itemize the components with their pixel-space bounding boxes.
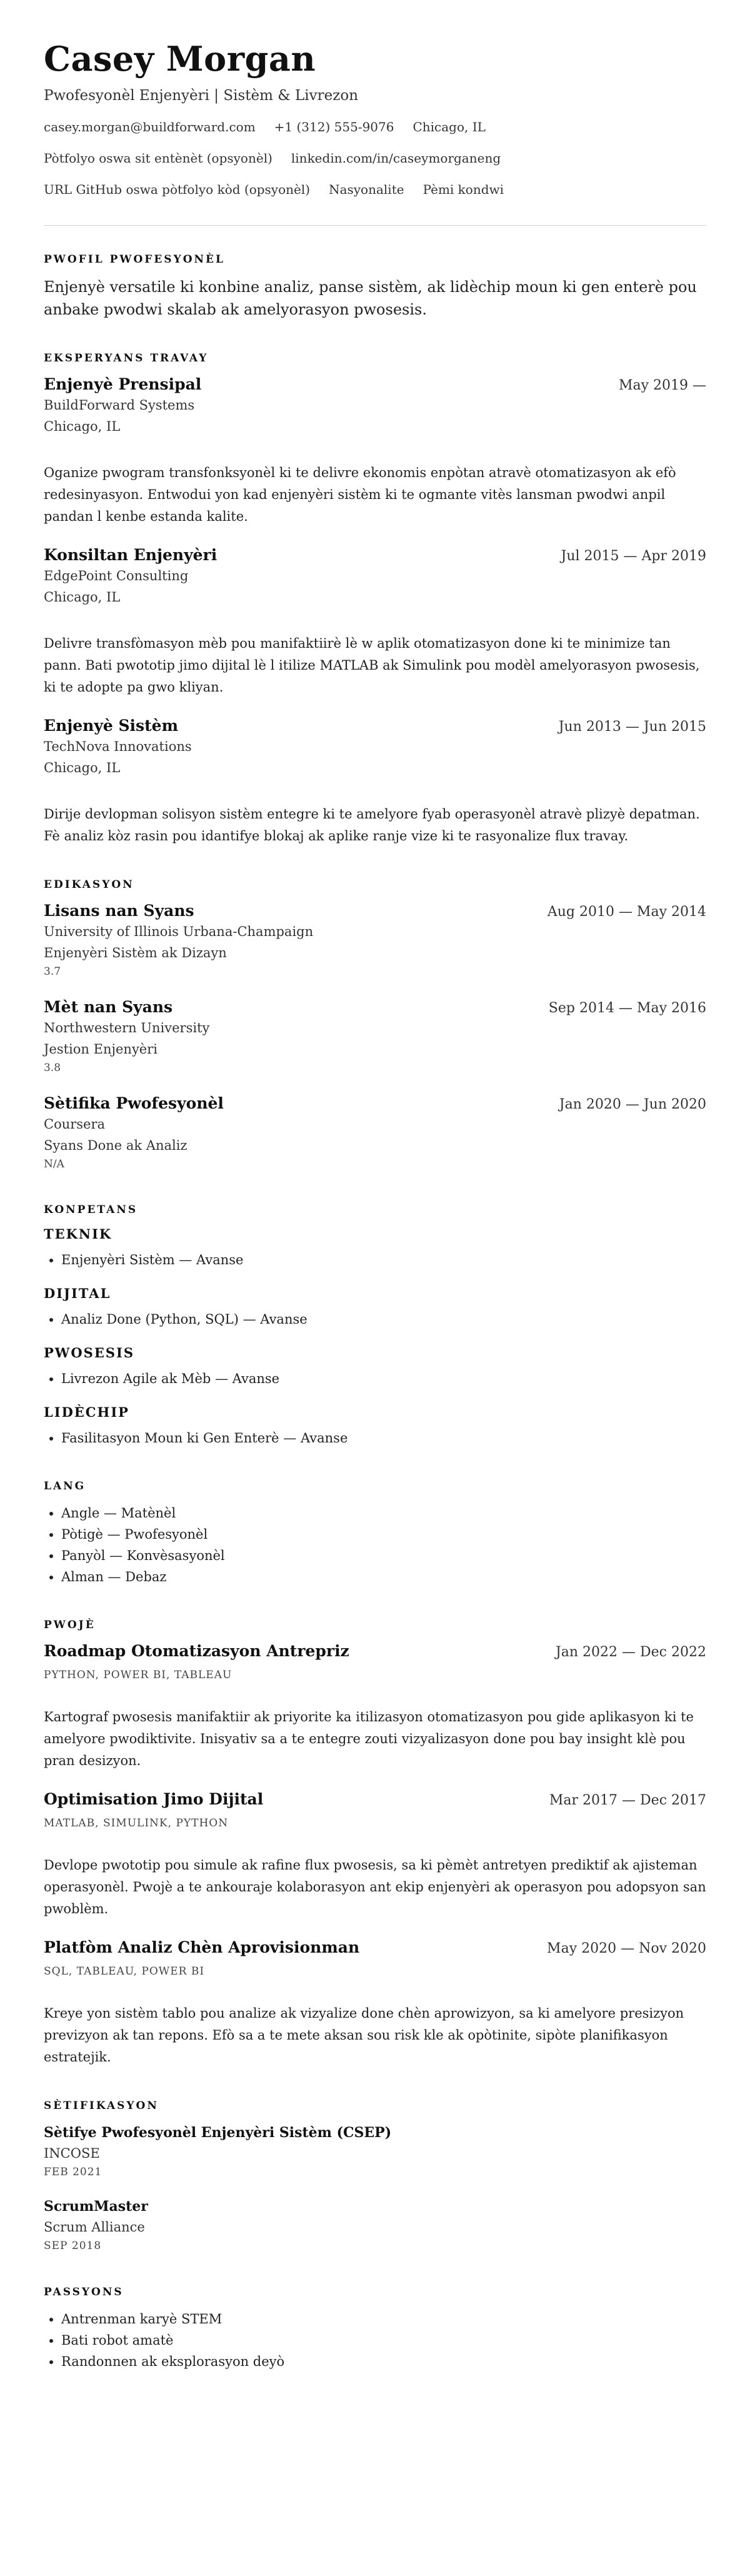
project-entry [44, 1789, 706, 1920]
experience-entry-head [44, 716, 706, 736]
certification-name: ScrumMaster [44, 2198, 148, 2215]
project-dates: Jan 2022 — Dec 2022 [555, 1644, 706, 1660]
experience-company: BuildForward Systems [44, 398, 195, 413]
skill-item: • Analiz Done (Python, SQL) — Avanse [61, 1309, 706, 1330]
project-entry-head [44, 1641, 706, 1661]
project-tags: PYTHON, POWER BI, TABLEAU [44, 1669, 232, 1681]
education-entry-head [44, 901, 706, 921]
experience-entry [44, 545, 706, 698]
education-school: Coursera [44, 1117, 106, 1132]
contact-linkedin[interactable]: linkedin.com/in/caseymorganeng [291, 151, 501, 166]
education-grade: N/A [44, 1158, 64, 1170]
skill-group [44, 1285, 706, 1330]
skill-group-title: PWOSESIS [44, 1345, 134, 1361]
language-item: • Angle — Matènèl [61, 1502, 706, 1524]
experience-location: Chicago, IL [44, 419, 121, 434]
skill-list [44, 1249, 706, 1270]
contact-github[interactable]: URL GitHub oswa pòtfolyo kòd (opsyonèl) [44, 182, 311, 197]
contact-row-links [44, 150, 706, 166]
hobby-item: • Bati robot amatè [61, 2330, 706, 2351]
certifications-section [44, 2100, 706, 2255]
contact-location: Chicago, IL [412, 119, 486, 134]
experience-dates: Jul 2015 — Apr 2019 [561, 548, 706, 564]
hobby-list [44, 2308, 706, 2372]
skills-section [44, 1204, 706, 1449]
experience-role: Konsiltan Enjenyèri [44, 546, 218, 564]
education-dates: Sep 2014 — May 2016 [548, 1000, 706, 1016]
project-entry-head [44, 1789, 706, 1809]
education-grade: 3.7 [44, 965, 61, 978]
skill-group [44, 1404, 706, 1449]
skill-list [44, 1427, 706, 1449]
certification-org: INCOSE [44, 2146, 100, 2161]
project-description: Kartograf pwosesis manifaktiir ak priyorite ka itilizasyon otomatizasyon pou gide aplikasyon ki te amelyore pwodiktivite. Inisyativ sa a te entegre zouti vizyalizasyon done pou bay insight klè pou pran desizyon. [44, 1709, 694, 1768]
certification-date: FEB 2021 [44, 2166, 102, 2178]
education-degree: Lisans nan Syans [44, 902, 194, 920]
skill-list [44, 1309, 706, 1330]
education-entry-head [44, 1094, 706, 1114]
education-dates: Jan 2020 — Jun 2020 [559, 1097, 706, 1112]
contact-nationality: Nasyonalite [329, 182, 404, 197]
skill-group-title: LIDÈCHIP [44, 1404, 129, 1420]
experience-entry [44, 716, 706, 847]
experience-section [44, 352, 706, 847]
project-description: Devlope pwototip pou simule ak rafine flux pwosesis, sa ki pèmèt antretyen prediktif ak ajisteman operasyonèl. Pwojè a te ankouraje kolaborasyon ant ekip enjenyèri ak operasyon pou adopsyon san pwoblèm. [44, 1858, 706, 1916]
experience-dates: May 2019 — [618, 378, 706, 393]
summary-text: Enjenyè versatile ki konbine analiz, panse sistèm, ak lidèchip moun ki gen enterè pou anbake pwodwi skalab ak amelyorasyon pwosesis. [44, 278, 697, 318]
education-entry-head [44, 997, 706, 1017]
skill-group [44, 1226, 706, 1270]
experience-description: Delivre transfòmasyon mèb pou manifaktiirè lè w aplik otomatizasyon done ki te minimize tan pann. Bati pwototip jimo dijital lè l itilize MATLAB ak Simulink pou modèl amelyorasyon pwosesis, ki te adopte pa gwo kliyan. [44, 636, 700, 695]
experience-company: TechNova Innovations [44, 739, 192, 754]
projects-section [44, 1619, 706, 2068]
certification-date: SEP 2018 [44, 2240, 102, 2252]
language-item: • Alman — Debaz [61, 1566, 706, 1587]
certification-name: Sètifye Pwofesyonèl Enjenyèri Sistèm (CSEP) [44, 2125, 392, 2141]
language-item: • Pòtigè — Pwofesyonèl [61, 1524, 706, 1545]
header-divider [44, 225, 706, 226]
candidate-subtitle: Pwofesyonèl Enjenyèri | Sistèm & Livrezon [44, 88, 359, 104]
summary-title: PWOFIL PWOFESYONÈL [44, 253, 225, 266]
education-entry [44, 997, 706, 1076]
skill-item: • Fasilitasyon Moun ki Gen Enterè — Avanse [61, 1427, 706, 1449]
education-field: Jestion Enjenyèri [44, 1042, 158, 1057]
skills-title: KONPETANS [44, 1204, 138, 1216]
education-title: EDIKASYON [44, 878, 134, 891]
education-grade: 3.8 [44, 1062, 61, 1074]
language-item: • Panyòl — Konvèsasyonèl [61, 1545, 706, 1566]
education-dates: Aug 2010 — May 2014 [547, 904, 706, 920]
education-section [44, 878, 706, 1172]
contact-row-primary [44, 119, 706, 135]
resume-header [44, 39, 706, 198]
project-dates: Mar 2017 — Dec 2017 [549, 1793, 706, 1808]
contact-email[interactable]: casey.morgan@buildforward.com [44, 119, 256, 134]
candidate-name: Casey Morgan [44, 39, 316, 79]
skill-list [44, 1368, 706, 1389]
skill-item: • Livrezon Agile ak Mèb — Avanse [61, 1368, 706, 1389]
experience-role: Enjenyè Prensipal [44, 375, 202, 393]
experience-description: Dirije devlopman solisyon sistèm entegre ki te amelyore fyab operasyonèl atravè plizyè depatman. Fè analiz kòz rasin pou idantifye blokaj ak aplike ranje vize ki te rasyonalize flux travay. [44, 807, 700, 843]
project-dates: May 2020 — Nov 2020 [547, 1941, 706, 1956]
hobby-item: • Randonnen ak eksplorasyon deyò [61, 2351, 706, 2372]
skill-group-title: DIJITAL [44, 1285, 111, 1301]
experience-description: Oganize pwogram transfonksyonèl ki te delivre ekonomis enpòtan atravè otomatizasyon ak efò redesinyasyon. Entwodui yon kad enjenyèri sistèm ki te ogmante vitès lansman pwodwi anpil pandan l kenbe estanda kalite. [44, 465, 676, 524]
project-description: Kreye yon sistèm tablo pou analize ak vizyalize done chèn aprowizyon, sa ki amelyore presizyon previzyon ak tan repons. Efò sa a te mete aksan sou risk kle ak opòtinite, sipòte planifikasyon estratejik. [44, 2006, 684, 2065]
education-school: University of Illinois Urbana-Champaign [44, 924, 314, 939]
experience-dates: Jun 2013 — Jun 2015 [558, 719, 706, 735]
hobbies-title: PASSYONS [44, 2286, 124, 2298]
experience-entry-head [44, 545, 706, 565]
contact-row-extra [44, 181, 706, 198]
education-entry [44, 901, 706, 980]
project-tags: MATLAB, SIMULINK, PYTHON [44, 1817, 229, 1829]
languages-section [44, 1480, 706, 1587]
project-name: Platfòm Analiz Chèn Aprovisionman [44, 1938, 360, 1956]
experience-company: EdgePoint Consulting [44, 568, 189, 583]
languages-title: LANG [44, 1480, 86, 1492]
skill-group-title: TEKNIK [44, 1226, 112, 1242]
contact-permit: Pèmi kondwi [422, 182, 504, 197]
education-degree: Mèt nan Syans [44, 998, 173, 1016]
language-list [44, 1502, 706, 1587]
experience-role: Enjenyè Sistèm [44, 717, 179, 735]
education-entry [44, 1094, 706, 1172]
experience-entry [44, 375, 706, 528]
experience-location: Chicago, IL [44, 590, 121, 605]
hobbies-section [44, 2286, 706, 2372]
projects-title: PWOJÈ [44, 1619, 96, 1631]
skill-group [44, 1345, 706, 1389]
certification-entry [44, 2122, 706, 2181]
project-entry-head [44, 1938, 706, 1958]
hobby-item: • Antrenman karyè STEM [61, 2308, 706, 2330]
project-entry [44, 1938, 706, 2068]
education-field: Syans Done ak Analiz [44, 1138, 188, 1153]
skill-item: • Enjenyèri Sistèm — Avanse [61, 1249, 706, 1270]
certification-org: Scrum Alliance [44, 2220, 145, 2235]
project-entry [44, 1641, 706, 1772]
summary-section [44, 253, 706, 321]
experience-title: EKSPERYANS TRAVAY [44, 352, 209, 365]
education-degree: Sètifika Pwofesyonèl [44, 1094, 224, 1112]
contact-portfolio[interactable]: Pòtfolyo oswa sit entènèt (opsyonèl) [44, 151, 272, 166]
education-school: Northwestern University [44, 1020, 210, 1035]
experience-entry-head [44, 375, 706, 395]
experience-location: Chicago, IL [44, 760, 121, 775]
education-field: Enjenyèri Sistèm ak Dizayn [44, 945, 227, 960]
contact-phone[interactable]: +1 (312) 555-9076 [274, 119, 394, 134]
project-tags: SQL, TABLEAU, POWER BI [44, 1965, 205, 1978]
certifications-title: SÈTIFIKASYON [44, 2100, 159, 2112]
project-name: Roadmap Otomatizasyon Antrepriz [44, 1642, 349, 1660]
certification-entry [44, 2196, 706, 2255]
project-name: Optimisation Jimo Dijital [44, 1790, 264, 1808]
